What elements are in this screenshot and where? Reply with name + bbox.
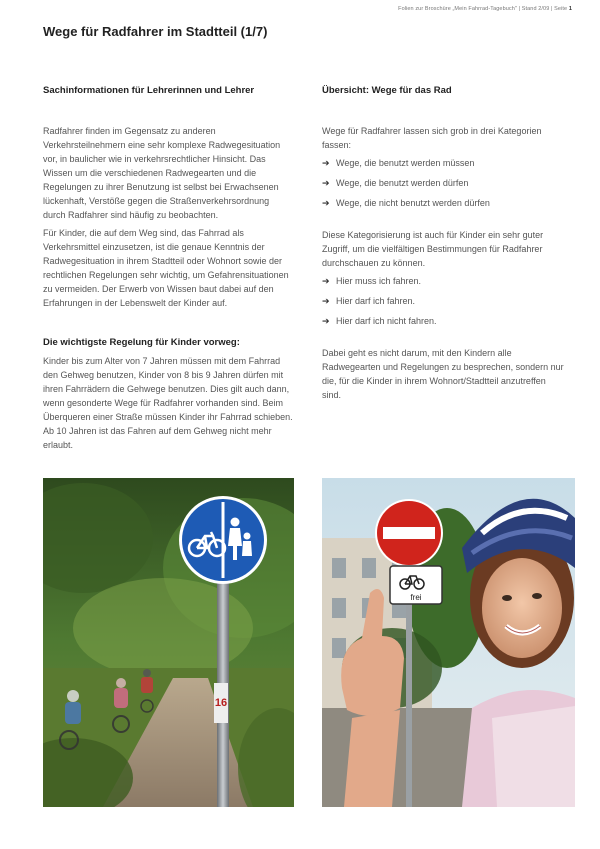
right-heading: Übersicht: Wege für das Rad bbox=[322, 85, 452, 96]
list-item: ➔ Hier darf ich nicht fahren. bbox=[322, 316, 437, 326]
arrow-icon: ➔ bbox=[322, 276, 330, 286]
left-paragraph-3: Kinder bis zum Alter von 7 Jahren müssen mit dem Fahrrad den Gehweg benutzen, Kinder von 8 bis 9 Jahren dürfen mit ihren Fahrrädern die Gehwege benutzen. Dies gilt auch dann, wenn gesonderte Wege für Radfahrer vorhanden sind. Beim Überqueren einer Straße müssen Kinder ihr Fahrrad schieben. Ab 10 Jahren ist das Fahren auf dem Gehweg nicht mehr erlaubt. bbox=[43, 356, 293, 450]
photo-girl-thumbs-up bbox=[322, 478, 575, 807]
left-column bbox=[43, 84, 293, 452]
arrow-icon: ➔ bbox=[322, 296, 330, 306]
right-paragraph-2: Diese Kategorisierung ist auch für Kinder ein sehr guter Zugriff, um die vielfältigen Bestimmungen für Radfahrer durchschauen zu können. bbox=[322, 230, 544, 268]
list-item: ➔ Hier darf ich fahren. bbox=[322, 296, 416, 306]
header-text: Folien zur Broschüre „Mein Fahrrad-Tagebuch" | Stand 2/09 | Seite bbox=[398, 6, 568, 12]
arrow-icon: ➔ bbox=[322, 178, 330, 188]
page-title: Wege für Radfahrer im Stadtteil (1/7) bbox=[43, 24, 268, 39]
arrow-icon: ➔ bbox=[322, 316, 330, 326]
page-header bbox=[398, 6, 572, 12]
category-list bbox=[322, 156, 567, 210]
bike-path-photo bbox=[43, 478, 294, 807]
right-paragraph-3: Dabei geht es nicht darum, mit den Kindern alle Radwegearten und Regelungen zu besprechen, sondern nur die, für die Kinder in ihrem Wohnort/Stadtteil anzutreffen sind. bbox=[322, 348, 564, 400]
left-subheading: Die wichtigste Regelung für Kinder vorweg: bbox=[43, 337, 240, 348]
list-item: ➔ Hier muss ich fahren. bbox=[322, 276, 422, 286]
arrow-icon: ➔ bbox=[322, 198, 330, 208]
right-intro: Wege für Radfahrer lassen sich grob in drei Kategorien fassen: bbox=[322, 126, 542, 150]
list-item: ➔ Wege, die benutzt werden müssen bbox=[322, 158, 475, 168]
list-item: ➔ Wege, die nicht benutzt werden dürfen bbox=[322, 198, 490, 208]
page-number: 1 bbox=[568, 6, 572, 12]
photo-bike-path-sign bbox=[43, 478, 294, 807]
girl-photo bbox=[322, 478, 575, 807]
kid-rules-list bbox=[322, 274, 567, 328]
sign-frei-label: frei bbox=[410, 593, 422, 602]
svg-text:16: 16 bbox=[214, 697, 228, 709]
list-item: ➔ Wege, die benutzt werden dürfen bbox=[322, 178, 469, 188]
left-paragraph-2: Für Kinder, die auf dem Weg sind, das Fahrrad als Verkehrsmittel einzusetzen, ist die genaue Kenntnis der Radwegesituation in ihrem Stadtteil oder Wohnort sowie der rechtlichen Regelungen sehr wichtig, um Gefahrensituationen zu vermeiden. Der Erwerb von Wissen baut dabei auf den Erfahrungen in der Lebenswelt der Kinder auf. bbox=[43, 228, 289, 308]
left-paragraph-1: Radfahrer finden im Gegensatz zu anderen Verkehrsteilnehmern eine sehr komplexe Radwegesituation vor, in baulicher wie in verkehrsrechtlicher Hinsicht. Das Wissen um die verschiedenen Radwegearten und die Regelungen zu ihrer Benutzung ist selbst bei Erwachsenen lückenhaft, Verstöße gegen die Straßenverkehrsordnung durch Radfahrer sind häufig zu beobachten. bbox=[43, 126, 281, 220]
left-heading: Sachinformationen für Lehrerinnen und Lehrer bbox=[43, 85, 255, 96]
right-column bbox=[322, 84, 567, 402]
arrow-icon: ➔ bbox=[322, 158, 330, 168]
